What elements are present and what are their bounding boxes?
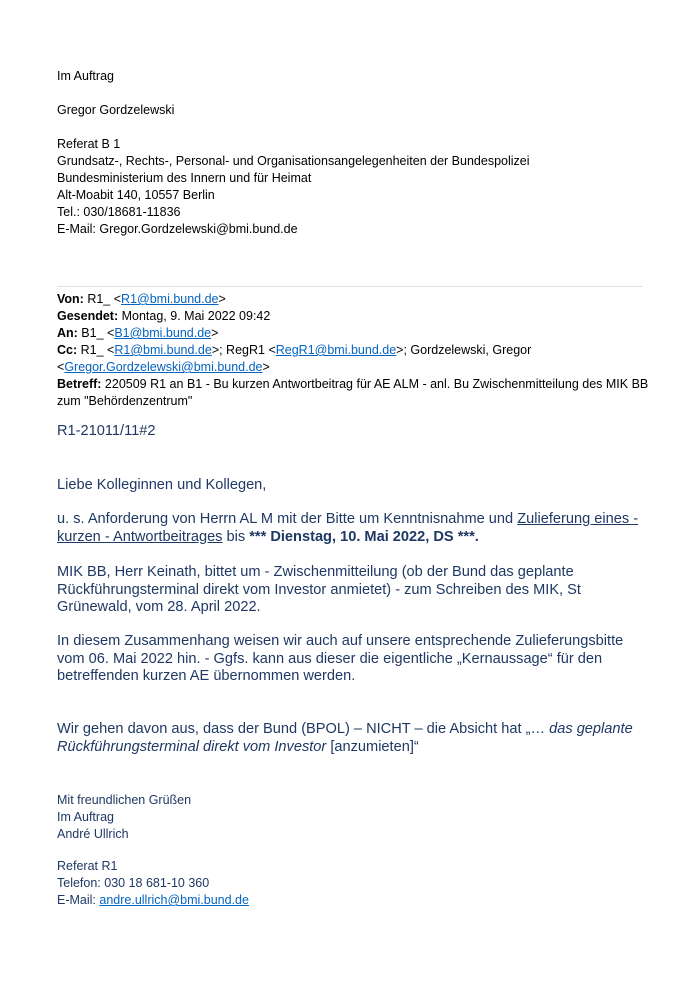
p1-underline: Zulieferung eines - <box>517 511 639 527</box>
address-line: Alt-Moabit 140, 10557 Berlin <box>57 188 215 202</box>
cc-text: >; Gordzelewski, Gregor <box>396 343 532 357</box>
address-line: Grundsatz-, Rechts-, Personal- und Organisationsangelegenheiten der Bundespolizei <box>57 154 530 168</box>
closing-signature <box>57 792 249 909</box>
p1-deadline: *** Dienstag, 10. Mai 2022, DS ***. <box>249 528 479 545</box>
closing-im-auftrag: Im Auftrag <box>57 810 114 824</box>
reference-number: R1-21011/11#2 <box>57 423 156 439</box>
greeting: Liebe Kolleginnen und Kollegen, <box>57 477 267 493</box>
subject-row-cont: zum "Behördenzentrum" <box>57 394 193 408</box>
p4-quote: das geplante <box>549 721 633 737</box>
cc-email-link[interactable]: RegR1@bmi.bund.de <box>275 343 397 357</box>
closing-name: André Ullrich <box>57 827 129 841</box>
signer-address <box>57 136 530 238</box>
from-name: R1_ < <box>83 292 122 306</box>
closing-email-label: E-Mail: <box>57 893 100 907</box>
paragraph-4 <box>57 721 633 756</box>
p3-line: betreffenden kurzen AE übernommen werden. <box>57 668 356 684</box>
p3-line: In diesem Zusammenhang weisen wir auch auf unsere entsprechende Zulieferungsbitte <box>57 633 624 649</box>
p3-line: vom 06. Mai 2022 hin. - Ggfs. kann aus dieser die eigentliche „Kernaussage“ für den <box>57 650 603 667</box>
address-line: Referat B 1 <box>57 137 121 151</box>
p1-text: u. s. Anforderung von Herrn AL M mit der Bitte um Kenntnisnahme und <box>57 511 518 527</box>
p2-line: Rückführungsterminal direkt vom Investor anmietet) - zum Schreiben des MIK, St <box>57 581 581 598</box>
p4-text: Wir gehen davon aus, dass der Bund (BPOL) – NICHT – die Absicht hat „… <box>57 721 550 737</box>
cc-text: > <box>262 360 270 374</box>
paragraph-3 <box>57 633 623 686</box>
cc-row-cont <box>57 359 648 376</box>
im-auftrag: Im Auftrag <box>57 69 114 83</box>
cc-text: < <box>57 360 65 374</box>
paragraph-2 <box>57 564 581 617</box>
to-end: > <box>211 326 219 340</box>
closing-phone: Telefon: 030 18 681-10 360 <box>57 876 210 890</box>
cc-row <box>57 342 648 359</box>
sent-value: Montag, 9. Mai 2022 09:42 <box>118 309 271 323</box>
closing-greeting: Mit freundlichen Grüßen <box>57 793 192 807</box>
signer-name: Gregor Gordzelewski <box>57 103 175 117</box>
from-email-link[interactable]: R1@bmi.bund.de <box>121 292 219 306</box>
email-header <box>57 291 648 410</box>
to-row <box>57 325 648 342</box>
sent-label: Gesendet: <box>57 309 119 323</box>
address-line: Tel.: 030/18681-11836 <box>57 205 181 219</box>
p4-text: [anzumieten]“ <box>326 738 419 755</box>
p1-underline: kurzen - Antwortbeitrages <box>57 528 223 545</box>
from-row <box>57 291 648 308</box>
closing-email-row <box>57 892 249 909</box>
subject-row <box>57 376 648 393</box>
address-line: Bundesministerium des Innern und für Heimat <box>57 171 312 185</box>
cc-text: >; RegR1 < <box>211 343 276 357</box>
to-email-link[interactable]: B1@bmi.bund.de <box>114 326 212 340</box>
to-label: An: <box>57 326 78 340</box>
closing-unit: Referat R1 <box>57 859 118 873</box>
cc-text: R1_ < <box>77 343 115 357</box>
top-signature <box>57 68 530 238</box>
header-separator <box>57 286 643 287</box>
subject-value: 220509 R1 an B1 - Bu kurzen Antwortbeitrag für AE ALM - anl. Bu Zwischenmitteilung des MIK BB <box>101 377 649 391</box>
paragraph-1 <box>57 511 638 546</box>
cc-email-link[interactable]: R1@bmi.bund.de <box>114 343 212 357</box>
to-name: B1_ < <box>77 326 115 340</box>
sent-row <box>57 308 648 325</box>
from-label: Von: <box>57 292 84 306</box>
closing-email-link[interactable]: andre.ullrich@bmi.bund.de <box>99 893 249 907</box>
p1-text: bis <box>222 528 250 545</box>
p2-line: MIK BB, Herr Keinath, bittet um - Zwischenmitteilung (ob der Bund das geplante <box>57 564 574 580</box>
p2-line: Grünewald, vom 28. April 2022. <box>57 599 261 615</box>
p4-quote: Rückführungsterminal direkt vom Investor <box>57 738 327 755</box>
subject-label: Betreff: <box>57 377 102 391</box>
cc-email-link[interactable]: Gregor.Gordzelewski@bmi.bund.de <box>64 360 263 374</box>
from-end: > <box>218 292 226 306</box>
cc-label: Cc: <box>57 343 78 357</box>
address-line: E-Mail: Gregor.Gordzelewski@bmi.bund.de <box>57 222 298 236</box>
